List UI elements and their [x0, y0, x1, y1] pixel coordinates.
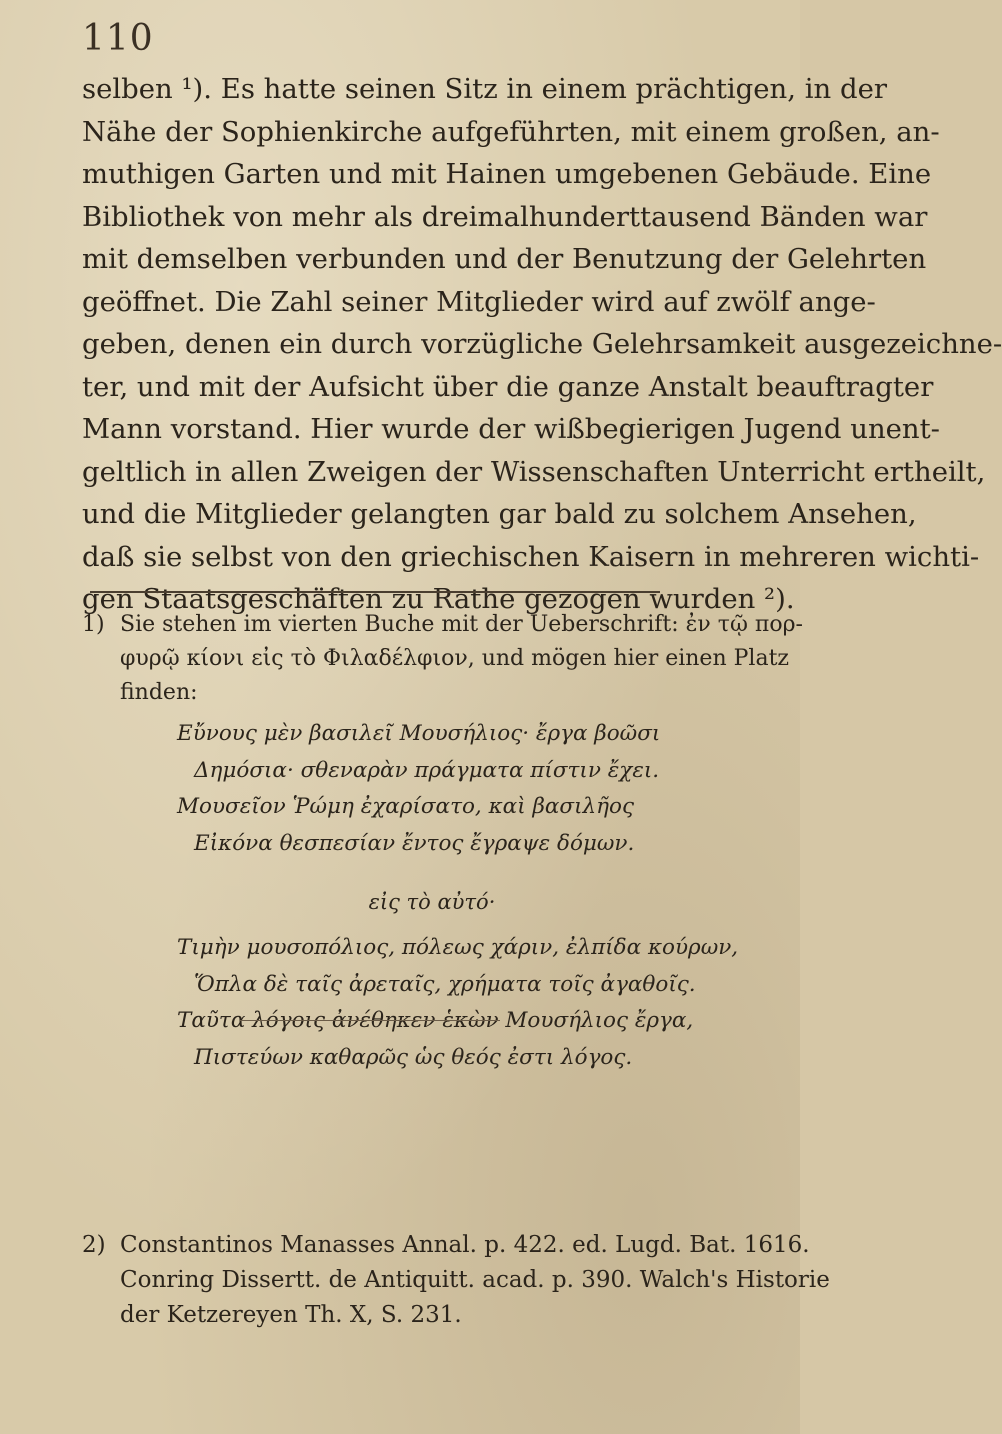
verse-line: Δημόσια· σθεναρὰν πράγματα πίστιν ἔχει.: [194, 757, 660, 783]
body-line: geltlich in allen Zweigen der Wissenschaften Unterricht ertheilt,: [82, 455, 986, 488]
footnote-text: Sie stehen im vierten Buche mit der Ueberschrift: ἐν τῷ πορ-: [120, 612, 803, 637]
body-line: selben ¹). Es hatte seinen Sitz in einem prächtigen, in der: [82, 73, 888, 105]
body-line: Nähe der Sophienkirche aufgeführten, mit einem großen, an-: [82, 115, 940, 148]
body-line: geben, denen ein durch vorzügliche Gelehrsamkeit ausgezeichne-: [82, 328, 1002, 360]
body-line: gen Staatsgeschäften zu Rathe gezogen wurden ²).: [82, 583, 795, 615]
footnote-2: [82, 1228, 830, 1333]
greek-epigram-2: [82, 930, 782, 1076]
footnote-1: [82, 608, 803, 1070]
verse-divider: [240, 1020, 500, 1021]
body-line: und die Mitglieder gelangten gar bald zu solchem Ansehen,: [82, 498, 917, 530]
verse-line: Ταῦτα λόγοις ἀνέθηκεν ἑκὼν Μουσήλιος ἔργα,: [177, 1008, 694, 1033]
body-line: Mann vorstand. Hier wurde der wißbegierigen Jugend unent-: [82, 413, 940, 445]
greek-epigram-1: [82, 716, 782, 862]
verse-line: Τιμὴν μουσοπόλιος, πόλεως χάριν, ἐλπίδα κούρων,: [177, 935, 739, 960]
footnote-line: [82, 608, 803, 642]
footnote-number: 1): [82, 612, 105, 637]
footnote-text: Constantinos Manasses Annal. p. 422. ed. Lugd. Bat. 1616.: [120, 1232, 810, 1258]
body-line: mit demselben verbunden und der Benutzung der Gelehrten: [82, 243, 927, 275]
main-text-block: [82, 68, 1002, 621]
body-line: daß sie selbst von den griechischen Kaisern in mehreren wichti-: [82, 540, 980, 573]
footnote-line: finden:: [120, 680, 198, 705]
verse-line: Μουσεῖον Ῥώμη ἐχαρίσατο, καὶ βασιλῆος: [177, 794, 635, 819]
verse-line: Πιστεύων καθαρῶς ὡς θεός ἐστι λόγος.: [194, 1044, 633, 1070]
footnote-separator: [90, 591, 660, 593]
epigram-subheading: εἰς τὸ αὐτό·: [368, 890, 496, 914]
body-line: muthigen Garten und mit Hainen umgebenen Gebäude. Eine: [82, 158, 932, 190]
footnote-line: Conring Dissertt. de Antiquitt. acad. p. 390. Walch's Historie: [120, 1267, 830, 1293]
footnote-line: [82, 1228, 810, 1263]
body-line: ter, und mit der Aufsicht über die ganze Anstalt beauftragter: [82, 370, 934, 403]
footnote-line: der Ketzereyen Th. X, S. 231.: [120, 1302, 462, 1328]
footnote-number: 2): [82, 1232, 106, 1258]
body-line: Bibliothek von mehr als dreimalhunderttausend Bänden war: [82, 200, 928, 233]
body-line: geöffnet. Die Zahl seiner Mitglieder wird auf zwölf ange-: [82, 285, 876, 318]
verse-line: Εὔνους μὲν βασιλεῖ Μουσήλιος· ἔργα βοῶσι: [177, 721, 661, 746]
verse-line: Εἰκόνα θεσπεσίαν ἔντος ἔγραψε δόμων.: [194, 830, 635, 856]
page-number: 110: [82, 18, 154, 59]
footnote-line: φυρῷ κίονι εἰς τὸ Φιλαδέλφιον, und mögen hier einen Platz: [120, 646, 790, 671]
verse-line: Ὅπλα δὲ ταῖς ἀρεταῖς, χρήματα τοῖς ἀγαθοῖς.: [194, 971, 696, 997]
